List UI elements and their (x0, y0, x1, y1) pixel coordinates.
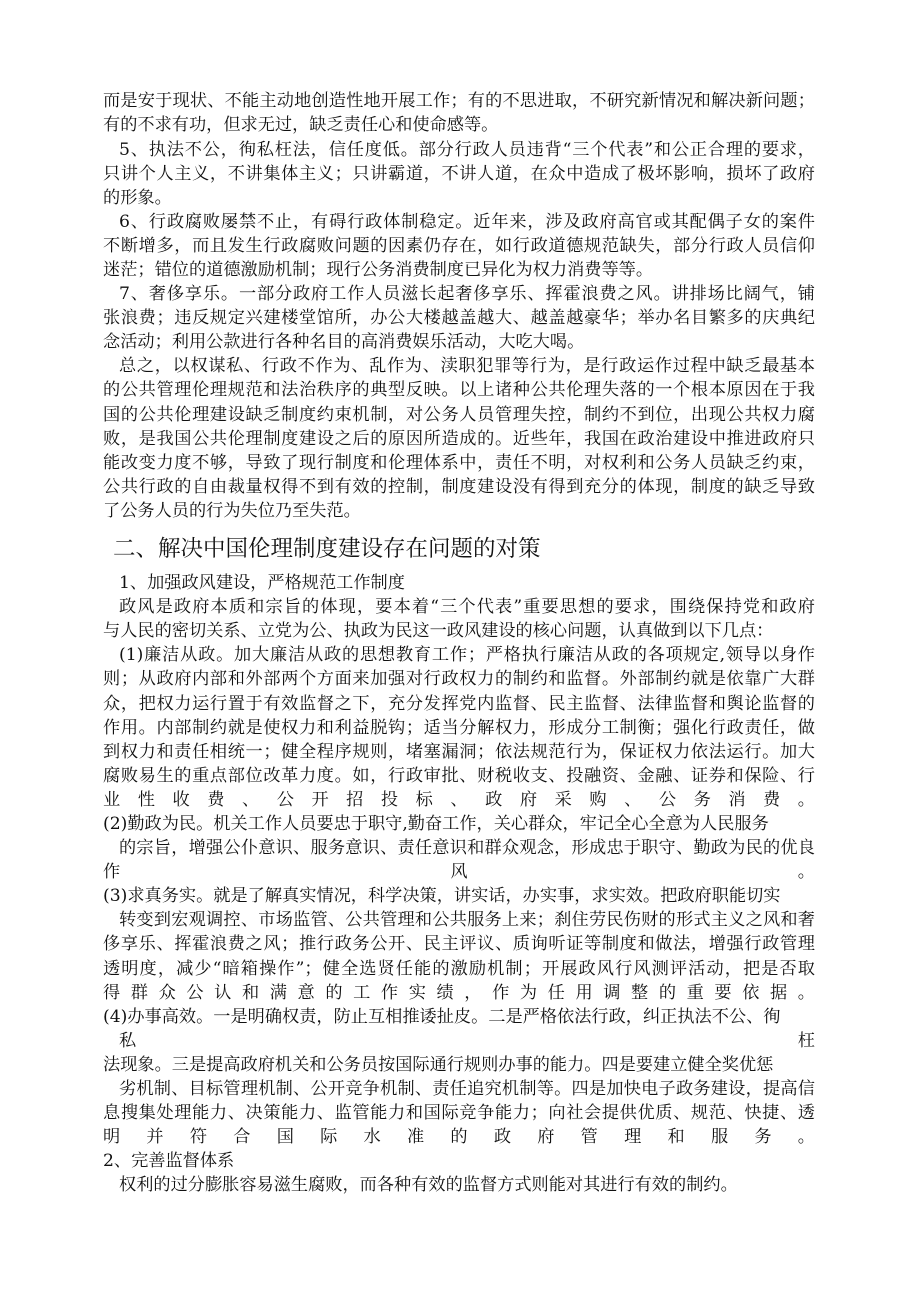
body-text-line: 2、完善监督体系 (103, 1151, 235, 1171)
body-text-line: 政风是政府本质和宗旨的体现，要本着“三个代表”重要思想的要求，围绕保持党和政府 (119, 597, 815, 617)
body-text-line: 迷茫；错位的道德激励机制；现行公务消费制度已异化为权力消费等等。 (103, 260, 654, 280)
body-text-line: 侈享乐、挥霍浪费之风；推行政务公开、民主评议、质询听证等制度和做法，增强行政管理 (103, 934, 815, 954)
body-text-line: 转变到宏观调控、市场监管、公共管理和公共服务上来；刹住劳民伤财的形式主义之风和奢 (119, 910, 815, 930)
body-text-line: (1)廉洁从政。加大廉洁从政的思想教育工作；严格执行廉洁从政的各项规定,领导以身作 (119, 645, 815, 665)
body-text-line: 劣机制、目标管理机制、公开竞争机制、责任追究机制等。四是加快电子政务建设，提高信 (119, 1079, 815, 1099)
body-text-line: 业性收费、公开招投标、政府采购、公务消费。 (103, 790, 815, 810)
body-text-line: 不断增多，而且发生行政腐败问题的因素仍存在，如行政道德规范缺失，部分行政人员信仰 (103, 236, 815, 256)
section-heading: 二、解决中国伦理制度建设存在问题的对策 (113, 536, 541, 562)
body-text-line: (4)办事高效。一是明确权责，防止互相推诿扯皮。二是严格依法行政，纠正执法不公、徇 (103, 1007, 781, 1027)
body-text-line: 公共行政的自由裁量权得不到有效的控制，制度建设没有得到充分的体现，制度的缺乏导致 (103, 477, 815, 497)
body-text-line: 私枉 (119, 1031, 815, 1051)
body-text-line: 到权力和责任相统一；健全程序规则，堵塞漏洞；依法规范行为，保证权力依法运行。加大 (103, 742, 815, 762)
body-text-line: 念活动；利用公款进行各种名目的高消费娱乐活动，大吃大喝。 (103, 332, 585, 352)
body-text-line: 败，是我国公共伦理制度建设之后的原因所造成的。近些年，我国在政治建设中推进政府只 (103, 429, 815, 449)
body-text-line: 的形象。 (103, 188, 172, 208)
body-text-line: 有的不求有功，但求无过，缺乏责任心和使命感等。 (103, 115, 499, 135)
body-text-line: 作风。 (103, 862, 815, 882)
body-text-line: 的宗旨，增强公仆意识、服务意识、责任意识和群众观念，形成忠于职守、勤政为民的优良 (119, 838, 815, 858)
body-text-line: 了公务人员的行为失位乃至失范。 (103, 501, 361, 521)
body-text-line: 总之，以权谋私、行政不作为、乱作为、渎职犯罪等行为，是行政运作过程中缺乏最基本 (119, 356, 815, 376)
body-text-line: 而是安于现状、不能主动地创造性地开展工作；有的不思进取，不研究新情况和解决新问题； (103, 91, 815, 111)
body-text-line: (2)勤政为民。机关工作人员要忠于职守,勤奋工作，关心群众，牢记全心全意为人民服务 (103, 814, 769, 834)
body-text-line: 7、奢侈享乐。一部分政府工作人员滋长起奢侈享乐、挥霍浪费之风。讲排场比阔气，铺 (119, 284, 815, 304)
body-text-line: 5、执法不公，徇私枉法，信任度低。部分行政人员违背“三个代表”和公正合理的要求， (119, 140, 815, 160)
body-text-line: 得群众公认和满意的工作实绩，作为任用调整的重要依据。 (103, 983, 815, 1003)
subsection-heading: 1、加强政风建设，严格规范工作制度 (119, 573, 405, 593)
subsection-heading: 权利的过分膨胀容易滋生腐败，而各种有效的监督方式则能对其进行有效的制约。 (119, 1175, 738, 1195)
body-text-line: 作用。内部制约就是使权力和利益脱钩；适当分解权力，形成分工制衡；强化行政责任，做 (103, 718, 815, 738)
body-text-line: 则；从政府内部和外部两个方面来加强对行政权力的制约和监督。外部制约就是依靠广大群 (103, 669, 815, 689)
body-text-line: 明并符合国际水准的政府管理和服务。 (103, 1127, 815, 1147)
body-text-line: 能改变力度不够，导致了现行制度和伦理体系中，责任不明，对权利和公务人员缺乏约束， (103, 453, 815, 473)
body-text-line: 众，把权力运行置于有效监督之下，充分发挥党内监督、民主监督、法律监督和舆论监督的 (103, 694, 815, 714)
body-text-line: 国的公共伦理建设缺乏制度约束机制，对公务人员管理失控，制约不到位，出现公共权力腐 (103, 405, 815, 425)
body-text-line: 法现象。三是提高政府机关和公务员按国际通行规则办事的能力。四是要建立健全奖优惩 (103, 1055, 774, 1075)
body-text-line: 息搜集处理能力、决策能力、监管能力和国际竞争能力；向社会提供优质、规范、快捷、透 (103, 1103, 815, 1123)
body-text-line: 与人民的密切关系、立党为公、执政为民这一政风建设的核心问题，认真做到以下几点： (103, 621, 774, 641)
body-text-line: 腐败易生的重点部位改革力度。如，行政审批、财税收支、投融资、金融、证券和保险、行 (103, 766, 815, 786)
body-text-line: (3)求真务实。就是了解真实情况，科学决策，讲实话，办实事，求实效。把政府职能切实 (103, 886, 781, 906)
body-text-line: 只讲个人主义，不讲集体主义；只讲霸道，不讲人道，在众中造成了极坏影响，损坏了政府 (103, 164, 815, 184)
body-text-line: 透明度，减少“暗箱操作”；健全选贤任能的激励机制；开展政风行风测评活动，把是否取 (103, 959, 815, 979)
body-text-line: 的公共管理伦理规范和法治秩序的典型反映。以上诸种公共伦理失落的一个根本原因在于我 (103, 380, 815, 400)
body-text-line: 张浪费；违反规定兴建楼堂馆所，办公大楼越盖越大、越盖越豪华；举办名目繁多的庆典纪 (103, 308, 815, 328)
body-text-line: 6、行政腐败屡禁不止，有碍行政体制稳定。近年来，涉及政府高官或其配偶子女的案件 (119, 212, 815, 232)
